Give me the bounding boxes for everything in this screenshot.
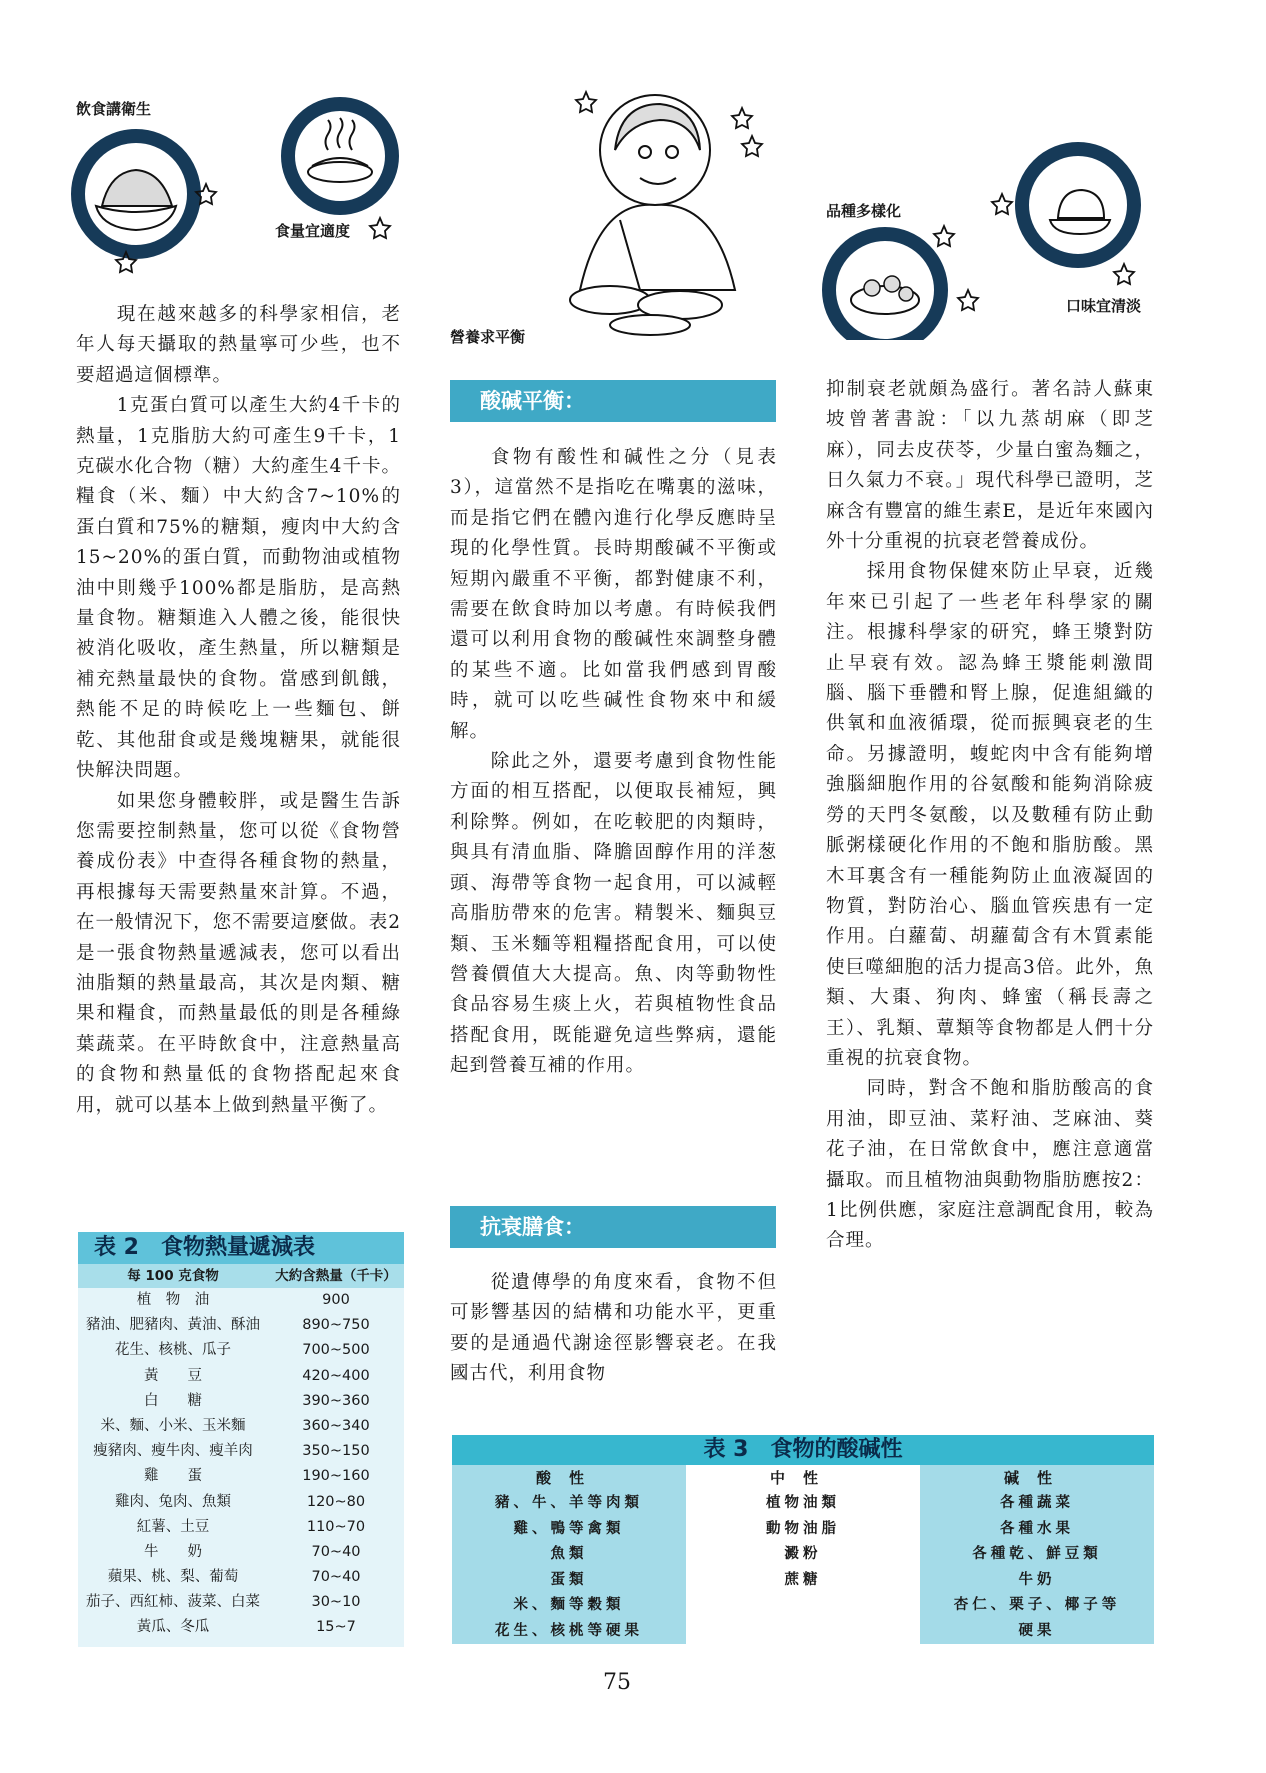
alkali-column xyxy=(920,1465,1154,1644)
paragraph: 食物有酸性和碱性之分（見表3），這當然不是指吃在嘴裏的滋味，而是指它們在體內進行化學反應時呈現的化學性質。長時期酸碱不平衡或短期內嚴重不平衡，都對健康不利，需要在飲食時加以考慮。有時候我們還可以利用食物的酸碱性來調整身體的某些不適。比如當我們感到胃酸時，就可以吃些碱性食物來中和緩解。 xyxy=(450,447,777,742)
table-row xyxy=(78,1615,404,1640)
kcal-cell: 890~750 xyxy=(302,1317,370,1334)
acid-column xyxy=(452,1465,686,1644)
neutral-column xyxy=(686,1465,920,1644)
alkali-cell: 各種水果 xyxy=(1000,1520,1074,1537)
header-alkali: 碱性 xyxy=(1003,1469,1070,1487)
kcal-cell: 70~40 xyxy=(311,1569,361,1586)
page-number: 75 xyxy=(603,1670,631,1695)
paragraph: 抑制衰老就頗為盛行。著名詩人蘇東坡曾著書說：「以九蒸胡麻（即芝麻），同去皮茯苓，少量白蜜為麵之，日久氣力不衰。」現代科學已證明，芝麻含有豐富的維生素E，是近年來國內外十分重視的抗衰老營養成份。 xyxy=(826,379,1154,553)
column-3 xyxy=(826,375,1154,1257)
food-cell: 米、麵、小米、玉米麵 xyxy=(100,1417,246,1434)
section-heading-anti-aging: 抗衰膳食： xyxy=(450,1206,776,1248)
neutral-cell: 澱粉 xyxy=(784,1546,822,1562)
table-row xyxy=(78,1540,404,1565)
table-2-body xyxy=(78,1288,404,1647)
section-heading-acid-base: 酸碱平衡： xyxy=(450,380,776,422)
table-row xyxy=(78,1565,404,1590)
table-2-title: 表 2 食物熱量遞減表 xyxy=(78,1232,404,1264)
acid-cell: 米、麵等穀類 xyxy=(513,1597,625,1613)
caption-light: 口味宜清淡 xyxy=(1066,297,1142,315)
food-cell: 黃瓜、冬瓜 xyxy=(136,1619,210,1636)
kcal-cell: 30~10 xyxy=(311,1594,361,1611)
table-row xyxy=(78,1313,404,1338)
food-cell: 蘋果、桃、梨、葡萄 xyxy=(107,1569,239,1586)
table-3-grid xyxy=(452,1465,1154,1644)
header-neutral: 中性 xyxy=(769,1469,836,1487)
kcal-cell: 390~360 xyxy=(302,1392,370,1409)
steaming-dish-icon xyxy=(288,104,392,208)
table-row xyxy=(78,1490,404,1515)
neutral-cell: 蔗糖 xyxy=(784,1571,822,1588)
kcal-cell: 120~80 xyxy=(306,1493,366,1510)
table-3 xyxy=(452,1435,1154,1644)
column-2a xyxy=(450,443,777,1082)
acid-cell: 蛋類 xyxy=(550,1571,588,1588)
table-row xyxy=(78,1590,404,1615)
paragraph: 同時，對含不飽和脂肪酸高的食用油，即豆油、菜籽油、芝麻油、葵花子油，在日常飲食中，應注意適當攝取。而且植物油與動物脂肪應按2：1比例供應，家庭注意調配食用，較為合理。 xyxy=(826,1078,1154,1252)
kcal-cell: 700~500 xyxy=(302,1342,370,1359)
table-2 xyxy=(78,1232,404,1647)
table-2-header xyxy=(78,1264,404,1288)
food-cell: 豬油、肥豬肉、黃油、酥油 xyxy=(86,1317,260,1334)
acid-cell: 魚類 xyxy=(550,1546,588,1562)
food-cell: 瘦豬肉、瘦牛肉、瘦羊肉 xyxy=(93,1443,253,1460)
illustrations xyxy=(0,0,1266,340)
table-row xyxy=(78,1364,404,1389)
kcal-cell: 70~40 xyxy=(311,1543,361,1560)
caption-hygiene: 飲食講衛生 xyxy=(76,100,152,118)
food-cell: 紅薯、土豆 xyxy=(136,1518,210,1535)
elder-eating-icon xyxy=(570,95,735,335)
vegetable-plate-icon xyxy=(829,234,941,340)
caption-moderate: 食量宜適度 xyxy=(275,222,351,240)
food-cell: 白 糖 xyxy=(144,1392,202,1409)
paragraph: 除此之外，還要考慮到食物性能方面的相互搭配，以便取長補短，興利除弊。例如，在吃較肥的肉類時，與具有清血脂、降膽固醇作用的洋葱頭、海帶等食物一起食用，可以減輕高脂肪帶來的危害。精製米、麵與豆類、玉米麵等粗糧搭配食用，可以使營養價值大大提高。魚、肉等動物性食品容易生痰上火，若與植物性食品搭配食用，既能避免這些弊病，還能起到營養互補的作用。 xyxy=(450,751,777,1077)
food-cell: 牛 奶 xyxy=(144,1543,202,1560)
roast-chicken-icon xyxy=(1022,149,1134,261)
table-row xyxy=(78,1515,404,1540)
kcal-cell: 900 xyxy=(322,1292,350,1308)
kcal-cell: 190~160 xyxy=(302,1468,370,1485)
table-row xyxy=(78,1288,404,1313)
table-3-title: 表 3 食物的酸碱性 xyxy=(452,1435,1154,1465)
alkali-cell: 硬果 xyxy=(1018,1622,1056,1639)
neutral-cell: 植物油類 xyxy=(766,1495,840,1511)
food-cell: 茄子、西紅柿、菠菜、白菜 xyxy=(86,1594,260,1611)
table-row xyxy=(78,1439,404,1464)
alkali-cell: 各種蔬菜 xyxy=(1000,1495,1074,1511)
paragraph: 從遺傳學的角度來看，食物不但可影響基因的結構和功能水平，更重要的是通過代謝途徑影響衰老。在我國古代，利用食物 xyxy=(450,1272,777,1385)
alkali-cell: 杏仁、栗子、椰子等 xyxy=(953,1597,1121,1613)
header-kcal: 大約含熱量（千卡） xyxy=(275,1268,397,1284)
food-cell: 植 物 油 xyxy=(136,1292,210,1308)
paragraph: 現在越來越多的科學家相信，老年人每天攝取的熱量寧可少些，也不要超過這個標準。 xyxy=(76,304,401,386)
header-acid: 酸性 xyxy=(535,1469,602,1487)
food-cell: 雞 蛋 xyxy=(144,1468,202,1485)
kcal-cell: 420~400 xyxy=(302,1367,370,1384)
caption-balance: 營養求平衡 xyxy=(450,328,526,346)
kcal-cell: 360~340 xyxy=(302,1417,370,1434)
acid-cell: 花生、核桃等硬果 xyxy=(495,1622,643,1639)
header-food: 每 100 克食物 xyxy=(127,1268,219,1284)
rice-bowl-icon xyxy=(78,136,194,252)
table-row xyxy=(78,1389,404,1414)
acid-cell: 雞、鴨等禽類 xyxy=(513,1520,625,1537)
column-1 xyxy=(76,300,401,1121)
neutral-cell: 動物油脂 xyxy=(766,1520,840,1537)
acid-cell: 豬、牛、羊等肉類 xyxy=(495,1495,643,1511)
paragraph: 如果您身體較胖，或是醫生告訴您需要控制熱量，您可以從《食物營養成份表》中查得各種食物的熱量，再根據每天需要熱量來計算。不過，在一般情況下，您不需要這麼做。表2是一張食物熱量遞減表，您可以看出油脂類的熱量最高，其次是肉類、糖果和糧食，而熱量最低的則是各種綠葉蔬菜。在平時飲食中，注意熱量高的食物和熱量低的食物搭配起來食用，就可以基本上做到熱量平衡了。 xyxy=(76,790,401,1116)
kcal-cell: 15~7 xyxy=(316,1619,356,1636)
alkali-cell: 牛奶 xyxy=(1018,1571,1056,1588)
paragraph: 採用食物保健來防止早衰，近幾年來已引起了一些老年科學家的關注。根據科學家的研究，蜂王漿對防止早衰有效。認為蜂王漿能刺激間腦、腦下垂體和腎上腺，促進組織的供氧和血液循環，從而振興衰老的生命。另據證明，蝮蛇肉中含有能夠增強腦細胞作用的谷氨酸和能夠消除疲勞的天門冬氨酸，以及數種有防止動脈粥樣硬化作用的不飽和脂肪酸。黑木耳裏含有一種能夠防止血液凝固的物質，對防治心、腦血管疾患有一定作用。白蘿蔔、胡蘿蔔含有木質素能使巨噬細胞的活力提高3倍。此外，魚類、大棗、狗肉、蜂蜜（稱長壽之王）、乳類、蕈類等食物都是人們十分重視的抗衰食物。 xyxy=(826,561,1154,1069)
alkali-cell: 各種乾、鮮豆類 xyxy=(972,1546,1102,1562)
table-row xyxy=(78,1338,404,1363)
table-row xyxy=(78,1464,404,1489)
caption-variety: 品種多樣化 xyxy=(826,202,902,220)
food-cell: 花生、核桃、瓜子 xyxy=(115,1342,231,1359)
kcal-cell: 350~150 xyxy=(302,1443,370,1460)
paragraph: 1克蛋白質可以產生大約4千卡的熱量，1克脂肪大約可產生9千卡，1克碳水化合物（糖）大約產生4千卡。糧食（米、麵）中大約含7~10%的蛋白質和75%的糖類，瘦肉中大約含15~20%的蛋白質，而動物油或植物油中則幾乎100%都是脂肪，是高熱量食物。糖類進入人體之後，能很快被消化吸收，產生熱量，所以糖類是補充熱量最快的食物。當感到飢餓，熱能不足的時候吃上一些麵包、餅乾、其他甜食或是幾塊糖果，就能很快解決問題。 xyxy=(76,395,401,782)
food-cell: 雞肉、兔肉、魚類 xyxy=(115,1493,231,1510)
table-row xyxy=(78,1414,404,1439)
food-cell: 黃 豆 xyxy=(144,1367,202,1384)
kcal-cell: 110~70 xyxy=(306,1518,366,1535)
column-2b xyxy=(450,1268,777,1390)
